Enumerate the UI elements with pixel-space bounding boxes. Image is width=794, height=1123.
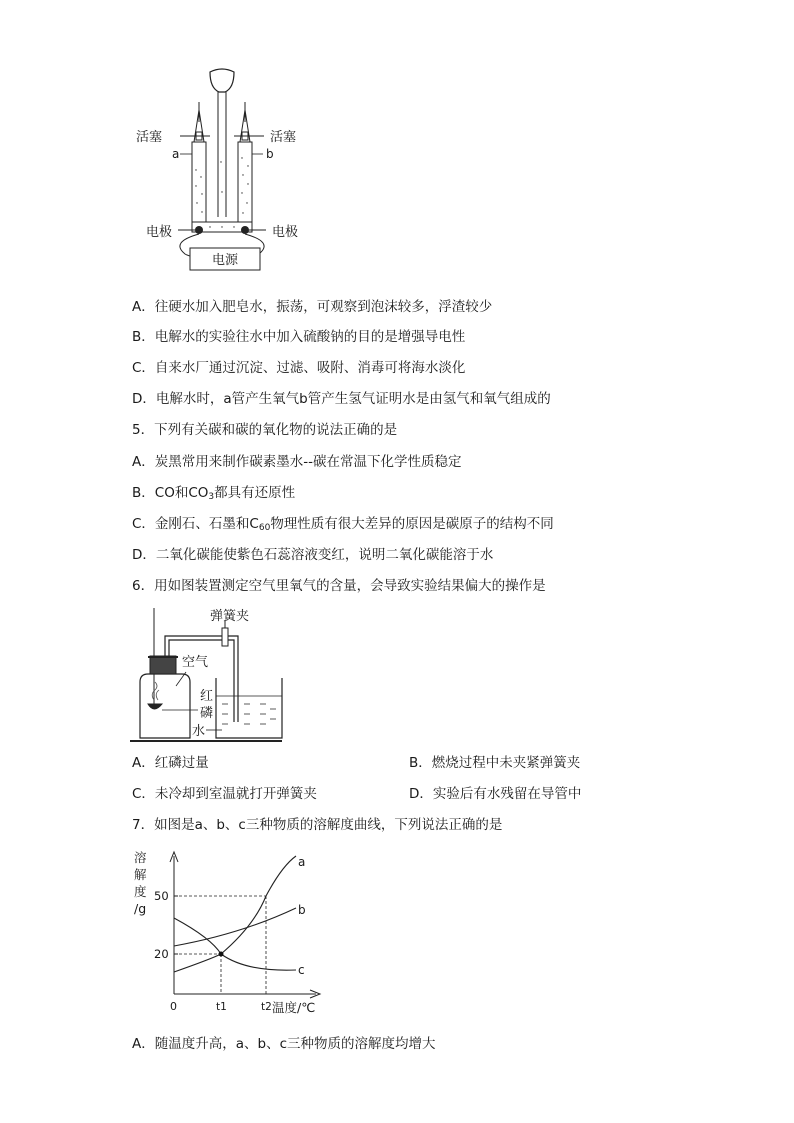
oxygen-measurement-figure [130, 604, 290, 746]
q7-option-a: A．随温度升高，a、b、c三种物质的溶解度均增大 [132, 1036, 436, 1052]
beaker [216, 678, 282, 738]
tube-b [238, 142, 252, 222]
intersection-point [219, 952, 224, 957]
beaker-water [222, 704, 276, 724]
solubility-chart [130, 844, 330, 1020]
q5-c-sub: 60 [258, 523, 271, 533]
q5-option-b [132, 484, 295, 506]
right-electrode-label: 电极 [272, 225, 299, 240]
series-c-line [174, 918, 296, 970]
q5-b-sub: 3 [208, 492, 215, 502]
series-a-label: a [298, 855, 306, 869]
ylabel-2: 解 [134, 867, 147, 882]
left-valve-label: 活塞 [136, 130, 163, 145]
phosphorus-label-2: 磷 [200, 706, 214, 721]
ylabel-1: 溶 [134, 850, 147, 865]
q6-option-d: D．实验后有水残留在导管中 [409, 786, 582, 802]
electrolysis-figure [130, 62, 310, 282]
clip-label: 弹簧夹 [210, 609, 250, 624]
x-axis-label: 温度/℃ [272, 1000, 316, 1015]
y-tick-label-50: 50 [154, 889, 169, 903]
phosphorus-label-1: 红 [200, 689, 214, 704]
tube-b-label: b [266, 147, 274, 161]
q5-b-pre: B．CO和CO [132, 485, 209, 501]
tube-a [192, 142, 206, 222]
water-label: 水 [192, 724, 206, 739]
stopper [150, 656, 176, 674]
q4-option-d: D．电解水时，a管产生氧气b管产生氢气证明水是由氢气和氧气组成的 [132, 391, 551, 407]
right-valve-label: 活塞 [270, 130, 297, 145]
water-dots [195, 157, 248, 227]
left-electrode-terminal [195, 226, 203, 234]
series-b-line [174, 908, 296, 946]
q6-option-c: C．未冷却到室温就打开弹簧夹 [132, 786, 317, 802]
q4-option-a: A．往硬水加入肥皂水，振荡，可观察到泡沫较多，浮渣较少 [132, 299, 493, 315]
bottle [140, 674, 190, 738]
x-tick-label-t2: t2 [261, 1001, 272, 1013]
spring-clip [222, 628, 228, 646]
q6-option-b: B．燃烧过程中未夹紧弹簧夹 [409, 755, 581, 771]
ylabel-3: 度 [134, 884, 147, 899]
q7-stem: 7．如图是a、b、c三种物质的溶解度曲线，下列说法正确的是 [132, 817, 503, 833]
q5-option-d: D．二氧化碳能使紫色石蕊溶液变红，说明二氧化碳能溶于水 [132, 547, 494, 563]
series-b-label: b [298, 903, 306, 917]
air-label: 空气 [182, 655, 209, 670]
tube-a-label: a [172, 147, 180, 161]
q5-b-post: 都具有还原性 [214, 485, 296, 501]
q5-option-c [132, 515, 554, 537]
left-electrode-label: 电极 [146, 225, 173, 240]
q5-option-a: A．炭黑常用来制作碳素墨水--碳在常温下化学性质稳定 [132, 454, 462, 470]
q5-c-pre: C．金刚石、石墨和C [132, 516, 259, 532]
q5-c-post: 物理性质有很大差异的原因是碳原子的结构不同 [270, 516, 554, 532]
q6-stem: 6．用如图装置测定空气里氧气的含量，会导致实验结果偏大的操作是 [132, 578, 546, 594]
burning-spoon [148, 704, 162, 709]
q5-stem: 5．下列有关碳和碳的氧化物的说法正确的是 [132, 422, 398, 438]
power-label: 电源 [211, 253, 239, 268]
right-electrode-terminal [241, 226, 249, 234]
origin-label: 0 [170, 1000, 177, 1013]
series-a-line [174, 856, 296, 972]
y-tick-label-20: 20 [154, 947, 169, 961]
q4-option-c: C．自来水厂通过沉淀、过滤、吸附、消毒可将海水淡化 [132, 360, 466, 376]
series-c-label: c [298, 963, 305, 977]
q6-option-a: A．红磷过量 [132, 755, 209, 771]
ylabel-4: /g [134, 901, 147, 916]
x-tick-label-t1: t1 [216, 1001, 227, 1013]
q4-option-b: B．电解水的实验往水中加入硫酸钠的目的是增强导电性 [132, 329, 466, 345]
funnel-bulb [210, 69, 234, 92]
